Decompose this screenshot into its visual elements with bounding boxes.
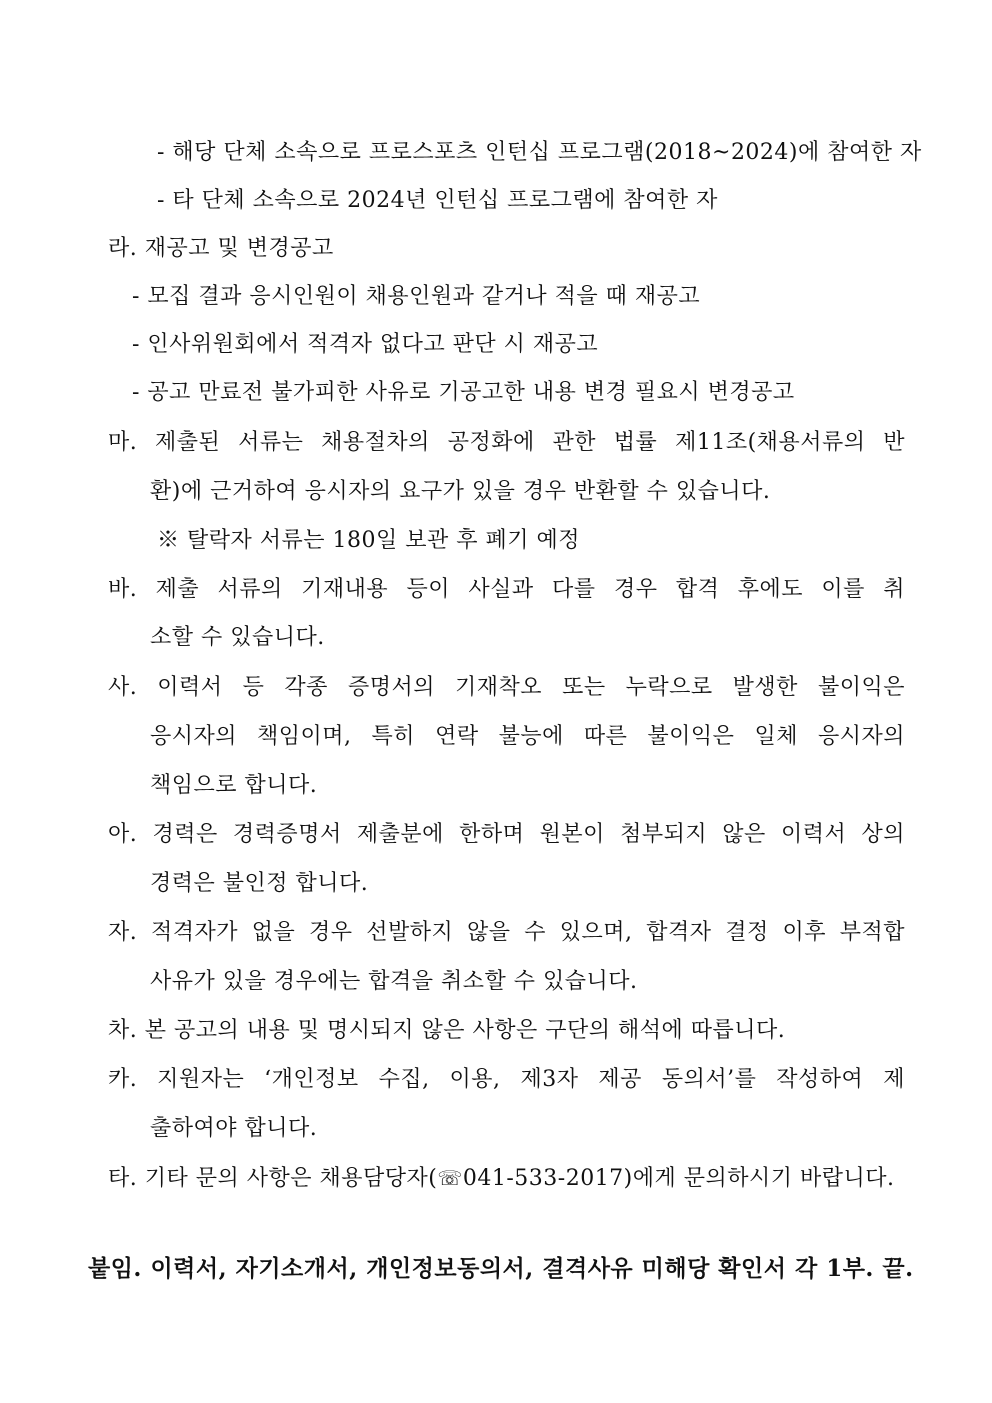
attachment-line: 붙임. 이력서, 자기소개서, 개인정보동의서, 결격사유 미해당 확인서 각 1부. 끝. [88, 1255, 914, 1282]
text-line-2: - 타 단체 소속으로 2024년 인턴십 프로그램에 참여한 자 [157, 188, 718, 213]
note-line: ※ 탈락자 서류는 180일 보관 후 폐기 예정 [157, 528, 580, 553]
text-line-1: - 해당 단체 소속으로 프로스포츠 인턴십 프로그램(2018~2024)에 참여한 자 [157, 140, 922, 165]
section-ma-line-2: 환)에 근거하여 응시자의 요구가 있을 경우 반환할 수 있습니다. [150, 479, 771, 504]
contact-suffix: 041-533-2017)에게 문의하시기 바랍니다. [462, 1166, 895, 1191]
contact-prefix: 타. 기타 문의 사항은 채용담당자( [108, 1166, 438, 1191]
section-sa-line-1: 사. 이력서 등 각종 증명서의 기재착오 또는 누락으로 발생한 불이익은 [108, 675, 905, 700]
text-line-4: - 모집 결과 응시인원이 채용인원과 같거나 적을 때 재공고 [132, 284, 701, 309]
section-sa-line-2: 응시자의 책임이며, 특히 연락 불능에 따른 불이익은 일체 응시자의 [150, 724, 905, 749]
section-cha-line: 차. 본 공고의 내용 및 명시되지 않은 사항은 구단의 해석에 따릅니다. [108, 1018, 786, 1043]
section-sa-line-3: 책임으로 합니다. [150, 773, 318, 798]
phone-icon: ☏ [437, 1166, 463, 1190]
text-line-6: - 공고 만료전 불가피한 사유로 기공고한 내용 변경 필요시 변경공고 [132, 380, 795, 405]
section-ba-line-1: 바. 제출 서류의 기재내용 등이 사실과 다를 경우 합격 후에도 이를 취 [108, 577, 905, 602]
section-ja-line-2: 사유가 있을 경우에는 합격을 취소할 수 있습니다. [150, 969, 638, 994]
section-ja-line-1: 자. 적격자가 없을 경우 선발하지 않을 수 있으며, 합격자 결정 이후 부적합 [108, 920, 905, 945]
section-a-line-2: 경력은 불인정 합니다. [150, 871, 369, 896]
section-ka-line-2: 출하여야 합니다. [150, 1116, 318, 1141]
section-heading-ra: 라. 재공고 및 변경공고 [108, 236, 334, 261]
section-ka-line-1: 카. 지원자는 ‘개인정보 수집, 이용, 제3자 제공 동의서’를 작성하여 제 [108, 1067, 905, 1092]
section-a-line-1: 아. 경력은 경력증명서 제출분에 한하며 원본이 첨부되지 않은 이력서 상의 [108, 822, 905, 847]
section-ta-contact-line [108, 1163, 895, 1194]
section-ma-line-1: 마. 제출된 서류는 채용절차의 공정화에 관한 법률 제11조(채용서류의 반 [108, 430, 905, 455]
text-line-5: - 인사위원회에서 적격자 없다고 판단 시 재공고 [132, 332, 599, 357]
section-ba-line-2: 소할 수 있습니다. [150, 625, 325, 650]
